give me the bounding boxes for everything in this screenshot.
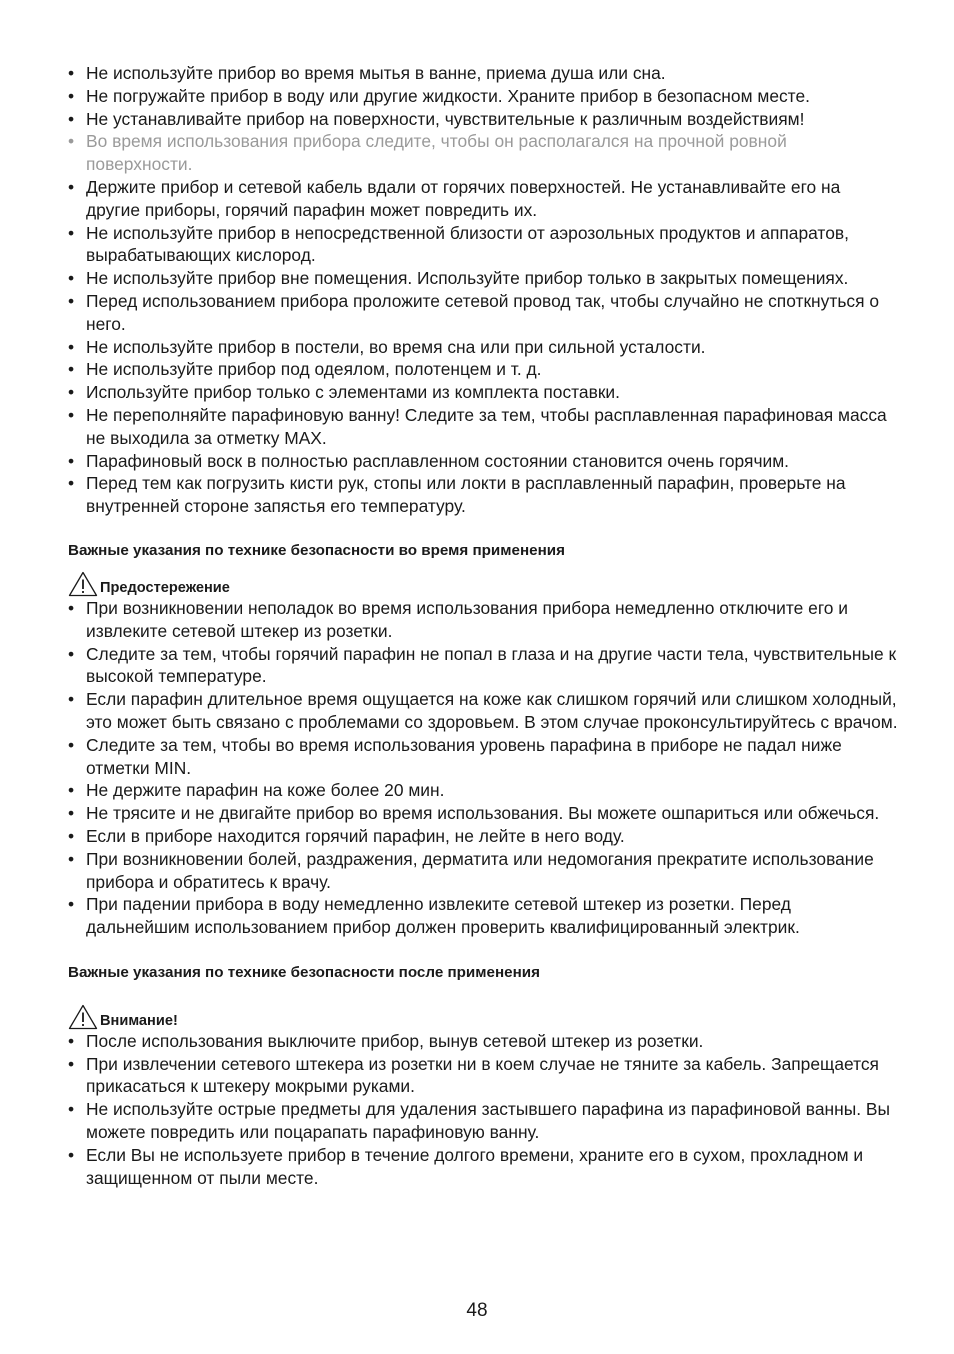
list-item-text: Не держите парафин на коже более 20 мин. (86, 780, 445, 801)
bullet-icon: • (68, 1030, 75, 1051)
list-item (68, 381, 898, 404)
list-item (68, 450, 898, 473)
precautions-list (68, 62, 898, 518)
list-item (68, 267, 898, 290)
bullet-icon: • (68, 131, 75, 152)
bullet-icon: • (68, 404, 75, 425)
list-item (68, 1053, 898, 1099)
warning-triangle-icon (68, 571, 98, 597)
list-item (68, 779, 898, 802)
bullet-icon: • (68, 803, 75, 824)
bullet-icon: • (68, 473, 75, 494)
bullet-icon: • (68, 382, 75, 403)
list-item-text: Не используйте острые предметы для удаления застывшего парафина из парафиновой ванны. Вы можете повредить или поцарапать парафиновую ванну. (86, 1099, 890, 1143)
list-item-text: Во время использования прибора следите, чтобы он располагался на прочной ровной поверхности. (86, 131, 787, 175)
bullet-icon: • (68, 176, 75, 197)
list-item (68, 222, 898, 268)
list-item-text: Следите за тем, чтобы горячий парафин не попал в глаза и на другие части тела, чувствительные к высокой температуре. (86, 643, 897, 687)
list-item-text: Не используйте прибор в непосредственной близости от аэрозольных продуктов и аппаратов, вырабатывающих кислород. (86, 222, 849, 266)
bullet-icon: • (68, 450, 75, 471)
list-item-text: Если в приборе находится горячий парафин, не лейте в него воду. (86, 825, 625, 846)
after-use-list (68, 1030, 898, 1190)
bullet-icon: • (68, 85, 75, 106)
list-item (68, 802, 898, 825)
list-item (68, 358, 898, 381)
bullet-icon: • (68, 1053, 75, 1074)
list-item-text: Если парафин длительное время ощущается на коже как слишком горячий или слишком холодный, это может быть связано с проблемами со здоровьем. В этом случае проконсультируйтесь с врачом. (86, 689, 898, 732)
list-item-text: Не используйте прибор под одеялом, полотенцем и т. д. (86, 359, 542, 380)
bullet-icon: • (68, 734, 75, 755)
list-item-text: Не используйте прибор в постели, во время сна или при сильной усталости. (86, 336, 706, 357)
list-item-text: Не погружайте прибор в воду или другие жидкости. Храните прибор в безопасном месте. (86, 85, 810, 106)
bullet-icon: • (68, 222, 75, 243)
list-item-text: Перед тем как погрузить кисти рук, стопы или локти в расплавленный парафин, проверьте на внутренней стороне запястья его температуру. (86, 473, 846, 517)
page-number: 48 (466, 1300, 488, 1321)
warning-attention-label: Внимание! (100, 1012, 178, 1029)
bullet-icon: • (68, 894, 75, 915)
warning-caution-label: Предостережение (100, 579, 230, 596)
bullet-icon: • (68, 643, 75, 664)
bullet-icon: • (68, 268, 75, 289)
warning-attention-row (68, 1003, 898, 1030)
list-item (68, 893, 898, 939)
bullet-icon: • (68, 1144, 75, 1165)
bullet-icon: • (68, 290, 75, 311)
list-item (68, 1098, 898, 1144)
during-use-list (68, 597, 898, 939)
bullet-icon: • (68, 825, 75, 846)
list-item (68, 130, 898, 176)
list-item-text: Используйте прибор только с элементами из комплекта поставки. (86, 382, 620, 403)
list-item-text: Не устанавливайте прибор на поверхности, чувствительные к различным воздействиям! (86, 108, 805, 129)
bullet-icon: • (68, 848, 75, 869)
list-item (68, 848, 898, 894)
bullet-icon: • (68, 108, 75, 129)
list-item-text: Не переполняйте парафиновую ванну! Следите за тем, чтобы расплавленная парафиновая масса не выходила за отметку MAX. (86, 404, 887, 448)
list-item-text: Если Вы не используете прибор в течение долгого времени, храните его в сухом, прохладном и защищенном от пыли месте. (86, 1144, 864, 1188)
list-item-text: При возникновении болей, раздражения, дерматита или недомогания прекратите использование прибора и обратитесь к врачу. (86, 848, 874, 892)
bullet-icon: • (68, 63, 75, 83)
list-item (68, 85, 898, 108)
bullet-icon: • (68, 597, 75, 618)
bullet-icon: • (68, 359, 75, 380)
list-item (68, 62, 898, 85)
warning-caution-row (68, 570, 898, 597)
bullet-icon: • (68, 689, 75, 710)
section-heading-during-use: Важные указания по технике безопасности во время применения (68, 541, 565, 559)
list-item (68, 472, 898, 518)
list-item (68, 734, 898, 780)
list-item-text: Парафиновый воск в полностью расплавленном состоянии становится очень горячим. (86, 450, 790, 471)
list-item-text: При падении прибора в воду немедленно извлеките сетевой штекер из розетки. Перед дальнейшим использованием прибор должен проверить квалифицированный электрик. (86, 894, 800, 938)
list-item (68, 688, 898, 734)
list-item (68, 404, 898, 450)
list-item (68, 825, 898, 848)
list-item (68, 336, 898, 359)
list-item (68, 1030, 898, 1053)
bullet-icon: • (68, 336, 75, 357)
list-item (68, 290, 898, 336)
list-item-text: При возникновении неполадок во время использования прибора немедленно отключите его и извлеките сетевой штекер из розетки. (86, 597, 849, 641)
section-heading-after-use: Важные указания по технике безопасности после применения (68, 963, 540, 981)
list-item-text: Не используйте прибор во время мытья в ванне, приема душа или сна. (86, 63, 666, 83)
list-item-text: При извлечении сетевого штекера из розетки ни в коем случае не тяните за кабель. Запрещается прикасаться к штекеру мокрыми руками. (86, 1053, 879, 1097)
list-item-text: После использования выключите прибор, вынув сетевой штекер из розетки. (86, 1030, 704, 1051)
bullet-icon: • (68, 780, 75, 801)
list-item-text: Перед использованием прибора проложите сетевой провод так, чтобы случайно не споткнуться о него. (86, 290, 879, 334)
list-item-text: Не трясите и не двигайте прибор во время использования. Вы можете ошпариться или обжечься. (86, 803, 880, 824)
list-item (68, 1144, 898, 1190)
warning-triangle-icon (68, 1004, 98, 1030)
list-item (68, 643, 898, 689)
list-item (68, 176, 898, 222)
bullet-icon: • (68, 1099, 75, 1120)
list-item-text: Не используйте прибор вне помещения. Используйте прибор только в закрытых помещениях. (86, 268, 849, 289)
list-item-text: Следите за тем, чтобы во время использования уровень парафина в приборе не падал ниже отметки MIN. (86, 734, 842, 778)
list-item-text: Держите прибор и сетевой кабель вдали от горячих поверхностей. Не устанавливайте его на другие приборы, горячий парафин может повредить их. (86, 176, 841, 220)
document-page (68, 62, 898, 1189)
list-item (68, 108, 898, 131)
list-item (68, 597, 898, 643)
